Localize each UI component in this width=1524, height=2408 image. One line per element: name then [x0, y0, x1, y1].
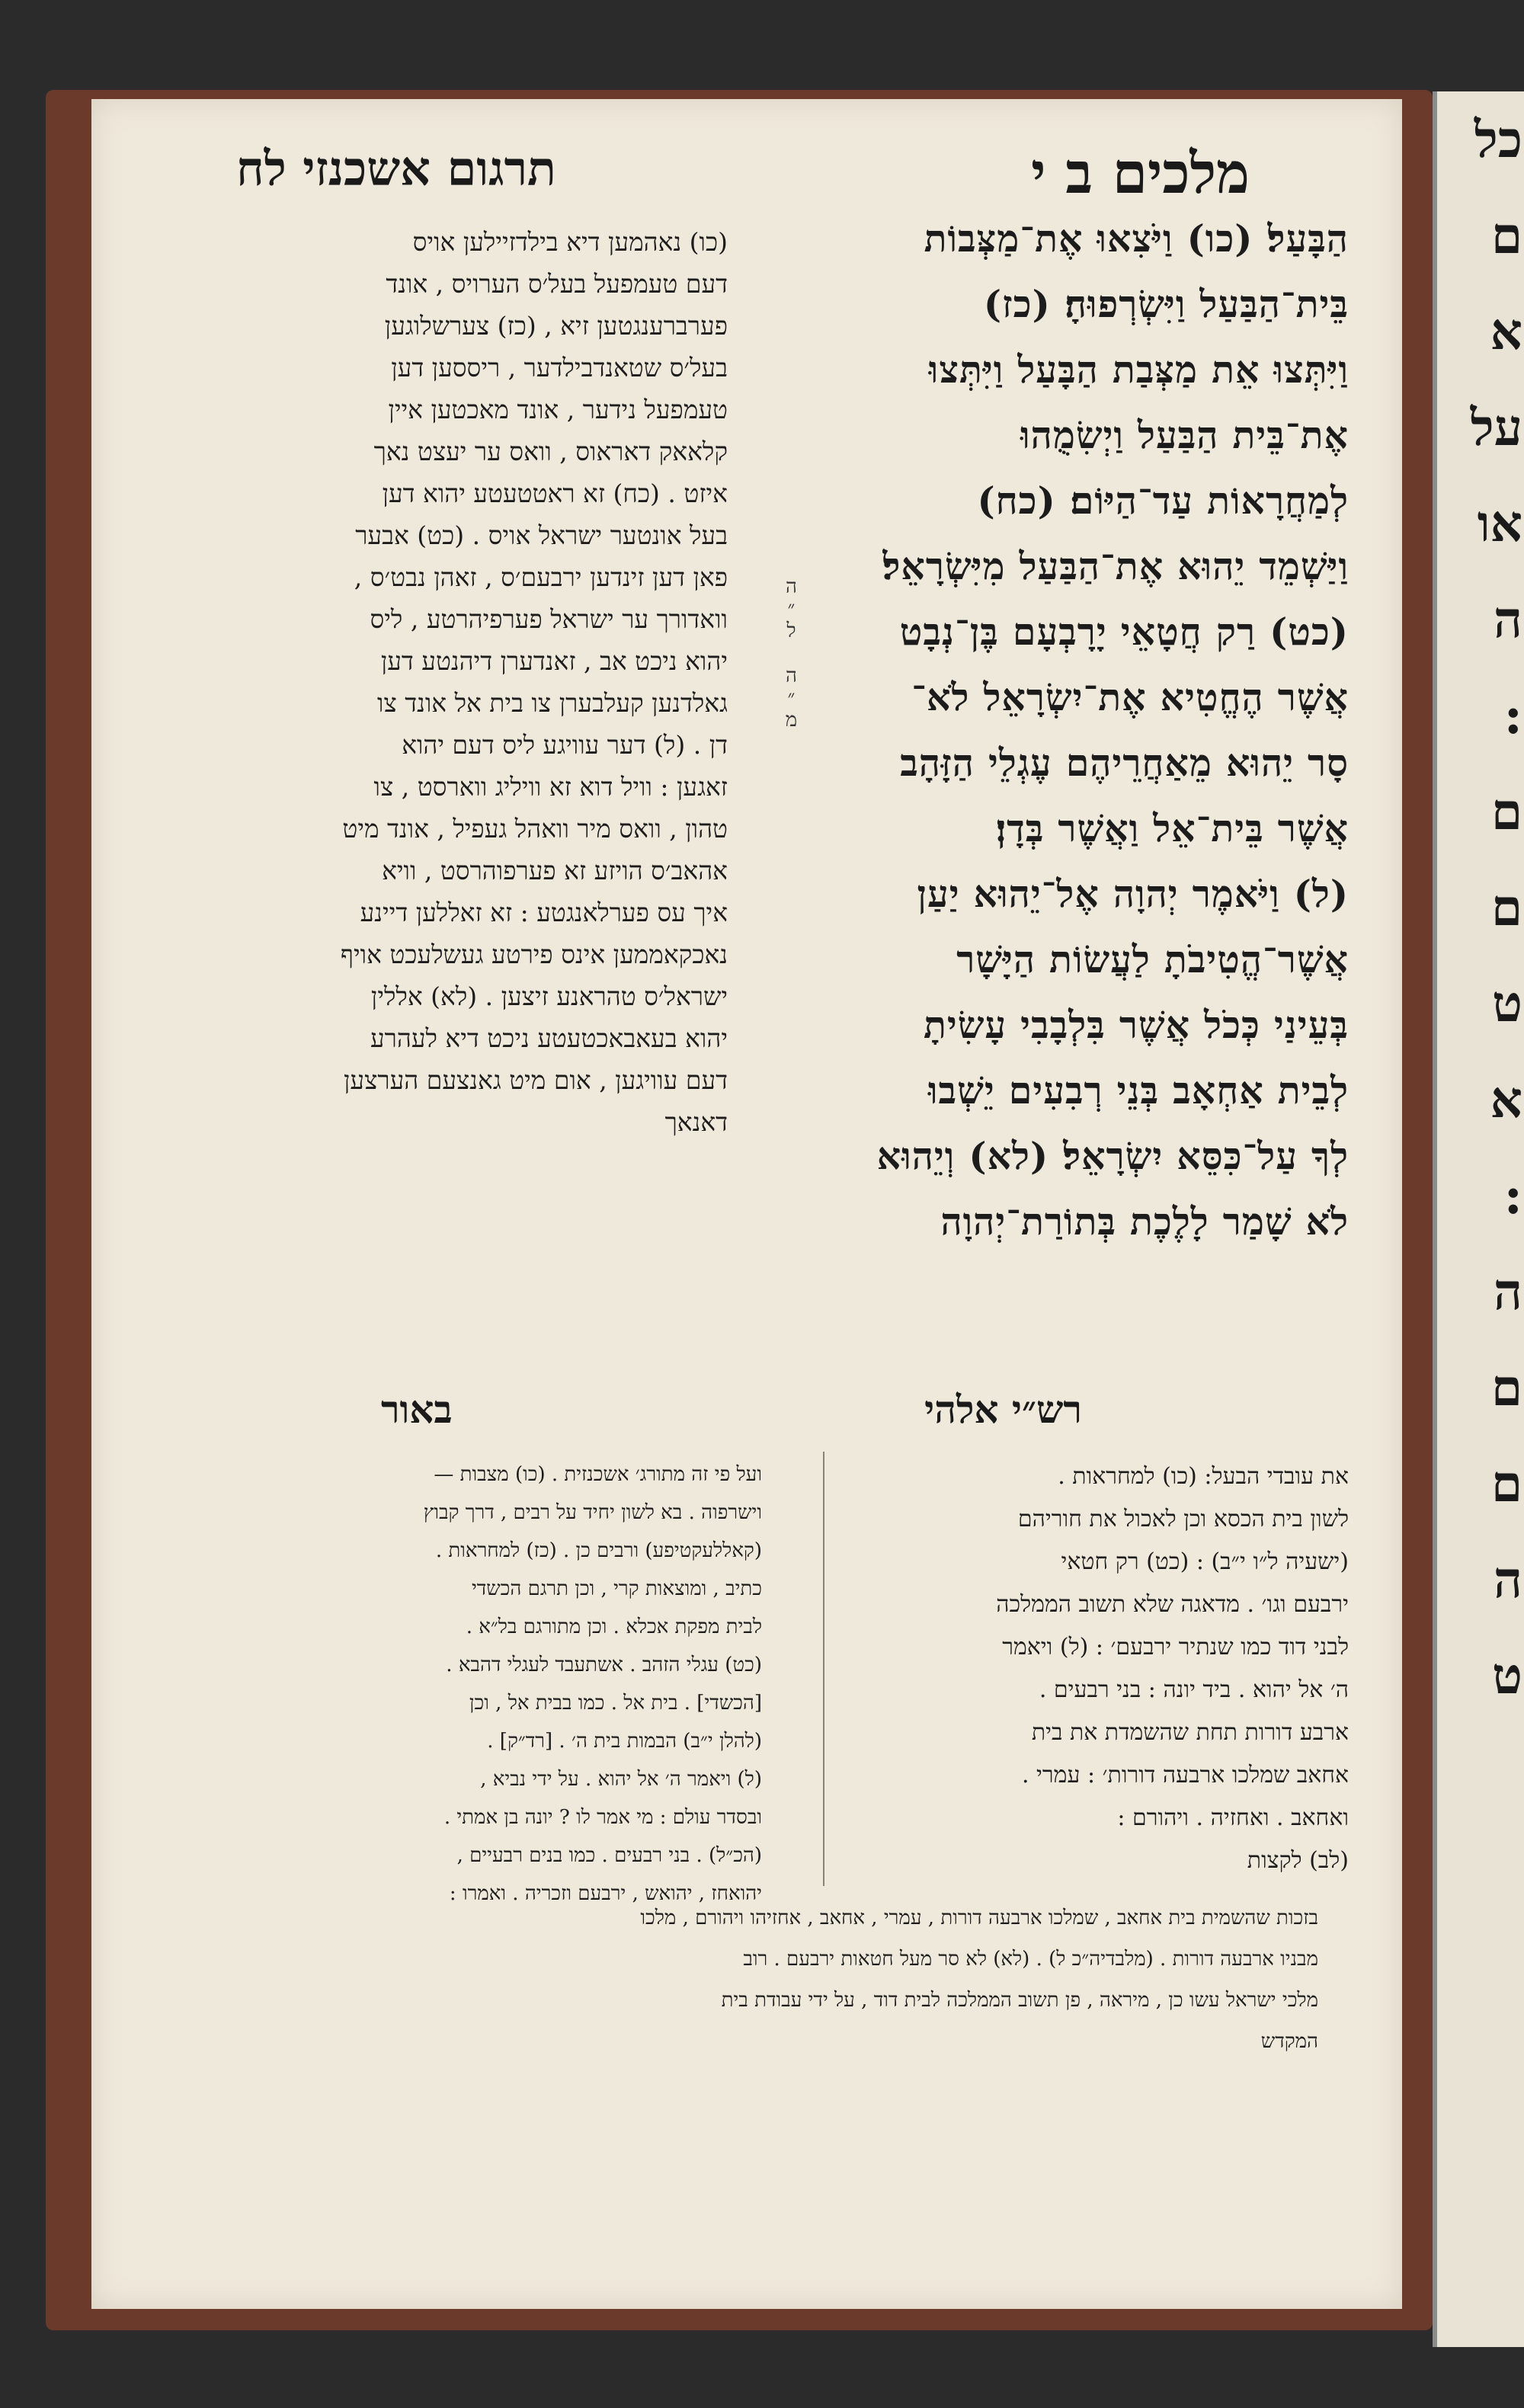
next-page-fragment: ט	[1492, 974, 1522, 1033]
next-page-fragment: א	[1490, 1070, 1522, 1129]
bottom-commentary-line: מבניו ארבעה דורות . (מלבדיה״כ ל) . (לא) לא סר מעל חטאות ירבעם . רוב	[743, 1948, 1318, 1971]
yiddish-text-line: בעל אונטער ישראל אויס . (כט) אבער	[355, 520, 728, 550]
rashi-text-line: לשון בית הכסא וכן לאכול את חוריהם	[1017, 1506, 1349, 1532]
yiddish-text-line: זאגען : וויל דוא זא וויליג ווארסט , צו	[373, 772, 728, 802]
yiddish-text-line: בעל׳ס שטאנדבילדער , ריססען דען	[391, 353, 728, 383]
biur-text-line: ועל פי זה מתורג׳ אשכנזית . (כו) מצבות —	[434, 1463, 762, 1486]
hebrew-text-line: סָר יֵהוּא מֵאַחֲרֵיהֶם עֶגְלֵי הַזָּהָב	[900, 741, 1349, 785]
biur-text-line: וישרפוה . בא לשון יחיד על רבים , דרך קבוץ	[423, 1501, 762, 1524]
rashi-text-line: ארבע דורות תחת שהשמדת את בית	[1031, 1719, 1349, 1746]
yiddish-text-line: פאן דען זינדען ירבעם׳ס , זאהן נבט׳ס ,	[354, 562, 728, 592]
next-page-fragment: ם	[1490, 206, 1522, 265]
rashi-heading: רש״י אלהי	[924, 1387, 1082, 1432]
book-page	[91, 99, 1402, 2309]
hebrew-text-line: בֵּית־הַבַּעַל וַיִּשְׂרְפוּהָ׃ (כז)	[983, 282, 1349, 326]
hebrew-text-line: אֲשֶׁר־הֱטִיבֹתָ לַעֲשׂוֹת הַיָּשָׁר	[956, 937, 1349, 981]
bottom-commentary	[130, 1897, 1318, 2062]
biur-text-line: (כט) עגלי הזהב . אשתעבד לעגלי דהבא .	[446, 1654, 762, 1676]
next-page-fragment: ם	[1490, 1454, 1522, 1513]
rashi-text-line: (לב) לקצות	[1247, 1847, 1349, 1874]
hebrew-text-line: הַבָּעַל׃ (כו) וַיֹּצִאוּ אֶת־מַצְּבוֹת	[924, 216, 1349, 261]
biur-text-line: יהואחז , יהואש , ירבעם וזכריה . ואמרו :	[449, 1882, 762, 1905]
hebrew-text-line: לְמַחֲרָאוֹת עַד־הַיּוֹם׃ (כח)	[977, 479, 1349, 523]
yiddish-text-line: פערברענגטען זיא , (כז) צערשלוגען	[384, 311, 728, 341]
yiddish-text-line: אהאב׳ס הויזע זא פערפוהרסט , וויא	[382, 856, 728, 885]
biur-text-line: (להלן י״ב) הבמות בית ה׳ . [רד״ק] .	[487, 1730, 762, 1753]
biur-text-line: [הכשדי] . בית אל . כמו בבית אל , וכן	[469, 1692, 762, 1715]
next-page-fragment: א	[1490, 302, 1522, 361]
next-page-fragment: ט	[1492, 1646, 1522, 1705]
biur-text-line: (הכ״ל) . בני רבעים . כמו בנים רבעיים ,	[456, 1844, 762, 1867]
rashi-text-line: ירבעם וגו׳ . מדאגה שלא תשוב הממלכה	[996, 1591, 1349, 1618]
yiddish-text-line: איזט . (כח) זא ראטטעטע יהוא דען	[382, 479, 728, 508]
rashi-text-line: ואחאב . ואחזיה . ויהורם :	[1117, 1804, 1349, 1831]
hebrew-text-line: בְּעֵינַי כְּכֹל אֲשֶׁר בִּלְבָבִי עָשִׂיתָ	[923, 1003, 1349, 1047]
hebrew-text-line: (ל) וַיֹּאמֶר יְהוָה אֶל־יֵהוּא יַעַן	[917, 872, 1349, 916]
hebrew-text-line: לְבֵית אַחְאָב בְּנֵי רְבִעִים יֵשְׁבוּ	[928, 1068, 1349, 1113]
next-page-fragment: כל	[1474, 110, 1522, 169]
column-divider	[823, 1452, 824, 1886]
next-page-edge	[1433, 91, 1524, 2347]
biur-text-line: (קאללעקטיפע) ורבים כן . (כז) למחראות .	[435, 1539, 762, 1562]
bottom-commentary-line: מלכי ישראל עשו כן , מיראה , פן תשוב הממלכה לבית דוד , על ידי עבודת בית	[721, 1989, 1318, 2012]
rashi-text-line: ה׳ אל יהוא . ביד יונה : בני רבעים .	[1039, 1676, 1349, 1703]
biur-text-line: ובסדר עולם : מי אמר לו ? יונה בן אמתי .	[443, 1806, 762, 1829]
biur-commentary	[175, 1455, 762, 1913]
yiddish-translation-column	[179, 221, 728, 1143]
yiddish-text-line: נאכקאממען אינס פירטע געשלעכט אויף	[340, 940, 728, 969]
hebrew-text-line: וַיַּשְׁמֵד יֵהוּא אֶת־הַבַּעַל מִיִּשְׂרָאֵל׃	[882, 544, 1349, 588]
next-page-fragment: ם	[1490, 782, 1522, 841]
biur-heading: באור	[381, 1387, 453, 1432]
yiddish-text-line: טעמפעל נידער , אונד מאכטען איין	[388, 395, 728, 424]
yiddish-text-line: קלאאק דאראוס , וואס ער יעצט נאך	[373, 437, 728, 466]
rashi-text-line: (ישעיה ל״ו י״ב) : (כט) רק חטאי	[1061, 1548, 1349, 1575]
running-header-book: מלכים ב י	[1031, 141, 1250, 207]
rashi-commentary	[716, 1455, 1349, 1882]
hebrew-text-column	[724, 206, 1349, 1254]
yiddish-text-line: גאלדנען קעלבערן צו בית אל אונד צו	[377, 688, 728, 718]
bottom-commentary-line: המקדש	[1260, 2030, 1318, 2053]
next-page-fragment: :	[1503, 1166, 1522, 1225]
hebrew-text-line: לֹא שָׁמַר לָלֶכֶת בְּתוֹרַת־יְהוָה	[940, 1199, 1349, 1244]
yiddish-text-line: איך עס פערלאנגטע : זא זאללען דיינע	[360, 898, 728, 927]
biur-text-line: כתיב , ומוצאות קרי , וכן תרגם הכשדי	[471, 1577, 762, 1600]
yiddish-text-line: יהוא ניכט אב , זאנדערן דיהנטע דען	[380, 646, 728, 676]
yiddish-text-line: ישראל׳ס טהראנע זיצען . (לא) אללין	[370, 981, 728, 1011]
next-page-fragment: ה	[1494, 1550, 1522, 1609]
rashi-text-line: אחאב שמלכו ארבעה דורות׳ : עמרי .	[1021, 1762, 1349, 1788]
hebrew-text-line: וַיִּתְּצוּ אֵת מַצְּבַת הַבָּעַל וַיִּתְּצוּ	[928, 347, 1349, 392]
yiddish-text-line: טהון , וואס מיר וואהל געפיל , אונד מיט	[342, 814, 728, 844]
next-page-fragment: :	[1503, 686, 1522, 745]
yiddish-text-line: יהוא בעאבאכטעטע ניכט דיא לעהרע	[370, 1023, 728, 1053]
yiddish-text-line: דעם עוויגען , אום מיט גאנצעם הערצען	[344, 1065, 728, 1095]
running-header-translation: תרגום אשכנזי לח	[236, 141, 556, 197]
hebrew-text-line: אֲשֶׁר הֶחֱטִיא אֶת־יִשְׂרָאֵל לֹא־	[911, 675, 1349, 719]
next-page-fragment: ם	[1490, 1358, 1522, 1417]
yiddish-text-line: דן . (ל) דער עוויגע ליס דעם יהוא	[402, 730, 728, 760]
yiddish-text-line: דעם טעמפעל בעל׳ס הערויס , אונד	[386, 269, 728, 299]
bottom-commentary-line: בזכות שהשמית בית אחאב , שמלכו ארבעה דורות , עמרי , אחאב , אחזיהו ויהורם , מלכו	[640, 1907, 1318, 1929]
yiddish-text-line: דאנאך	[664, 1107, 728, 1137]
rashi-text-line: את עובדי הבעל: (כו) למחראות .	[1058, 1463, 1349, 1490]
next-page-fragment: על	[1470, 398, 1522, 457]
next-page-fragment: ה	[1494, 590, 1522, 649]
yiddish-text-line: וואדורך ער ישראל פערפיהרטע , ליס	[370, 604, 728, 634]
next-page-fragment: ה	[1494, 1262, 1522, 1321]
yiddish-text-line: (כו) נאהמען דיא בילדזיילען אויס	[412, 227, 728, 257]
hebrew-text-line: (כט) רַק חֲטָאֵי יָרָבְעָם בֶּן־נְבָט	[899, 610, 1349, 654]
hebrew-text-line: לְךָ עַל־כִּסֵּא יִשְׂרָאֵל׃ (לא) וְיֵהוּא	[876, 1134, 1349, 1178]
next-page-fragment: או	[1477, 494, 1522, 553]
biur-text-line: לבית מפקת אכלא . וכן מתורגם בל״א .	[466, 1615, 762, 1638]
rashi-text-line: לבני דוד כמו שנתיר ירבעם׳ : (ל) ויאמר	[1002, 1634, 1349, 1660]
biur-text-line: (ל) ויאמר ה׳ אל יהוא . על ידי נביא ,	[480, 1768, 762, 1791]
next-page-fragment: ם	[1490, 878, 1522, 937]
hebrew-text-line: אֶת־בֵּית הַבַּעַל וַיְשִׂמֻהוּ	[1020, 413, 1349, 457]
margin-reference: מ״ה ל״ה	[780, 575, 802, 731]
hebrew-text-line: אֲשֶׁר בֵּית־אֵל וַאֲשֶׁר בְּדָן׃	[995, 806, 1349, 850]
